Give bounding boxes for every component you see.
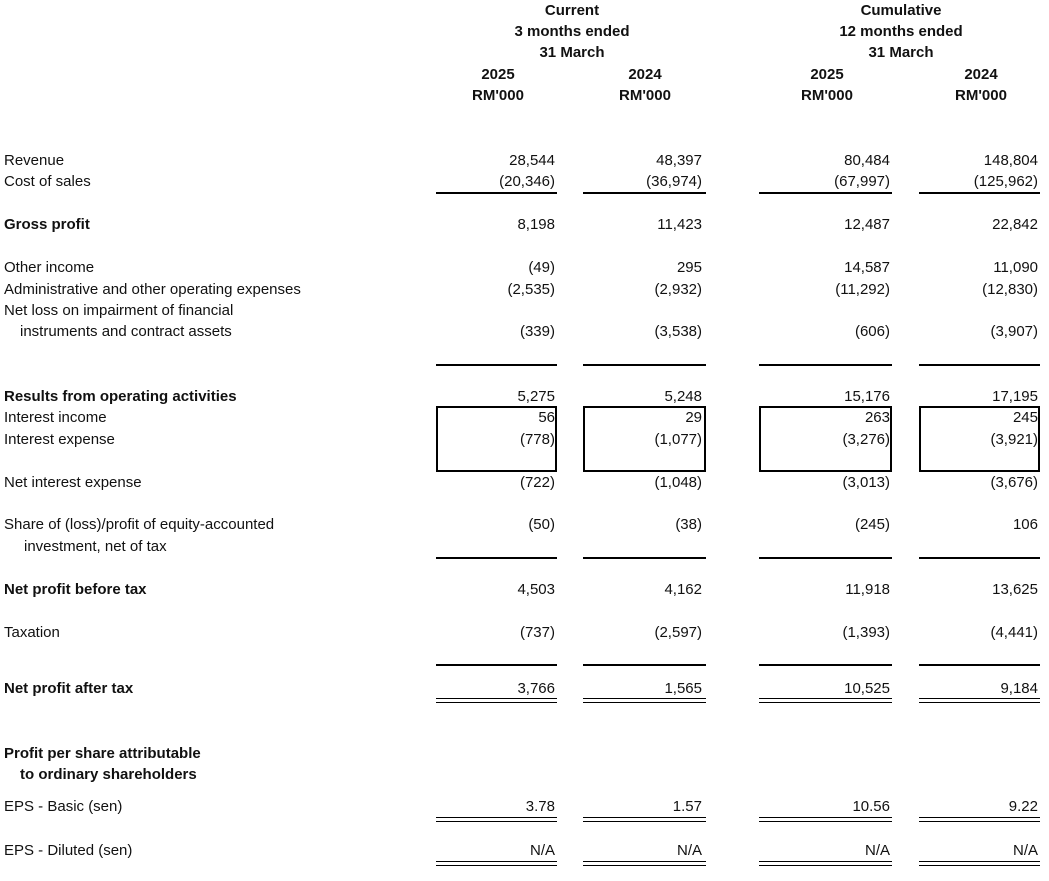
net-interest-value-col-3: (3,013) <box>842 474 890 491</box>
eps-basic-value-col-4: 9.22 <box>1008 798 1038 815</box>
col-1-unit: RM'000 <box>472 87 524 104</box>
gross-profit-value-col-2: 11,423 <box>657 216 702 233</box>
rule-before-tax-col-4 <box>919 557 1040 559</box>
eps-diluted-value-col-4: N/A <box>1012 842 1038 859</box>
rule-cost-of-sales-col-2 <box>583 192 706 194</box>
col-2-unit: RM'000 <box>619 87 671 104</box>
cost-of-sales-value-col-4: (125,962) <box>973 173 1038 190</box>
admin-expenses-label: Administrative and other operating expenses <box>4 281 301 298</box>
eps-basic-value-col-1: 3.78 <box>525 798 555 815</box>
rule-operating-col-1 <box>436 364 557 366</box>
double-rule-after-tax-col-4 <box>919 698 1040 703</box>
rule-before-tax-col-3 <box>759 557 892 559</box>
interest-income-value-col-4: 245 <box>1012 409 1038 426</box>
current-date: 31 March <box>539 44 605 61</box>
double-rule-eps-basic-col-3 <box>759 817 892 822</box>
share-equity-label-line-1: Share of (loss)/profit of equity-accounted <box>4 516 275 533</box>
eps-basic-value-col-2: 1.57 <box>672 798 702 815</box>
profit-after-tax-value-col-4: 9,184 <box>1000 680 1038 697</box>
col-1-year: 2025 <box>481 66 515 83</box>
rule-cost-of-sales-col-3 <box>759 192 892 194</box>
double-rule-eps-basic-col-2 <box>583 817 706 822</box>
share-equity-value-col-1: (50) <box>528 516 555 533</box>
share-equity-label-line-2: investment, net of tax <box>24 538 167 555</box>
current-title: Current <box>544 2 600 19</box>
double-rule-eps-diluted-col-3 <box>759 861 892 866</box>
gross-profit-value-col-1: 8,198 <box>517 216 555 233</box>
double-rule-eps-diluted-col-2 <box>583 861 706 866</box>
double-rule-eps-diluted-col-4 <box>919 861 1040 866</box>
other-income-value-col-3: 14,587 <box>844 259 890 276</box>
cumulative-date: 31 March <box>868 44 934 61</box>
revenue-value-col-4: 148,804 <box>983 152 1038 169</box>
profit-before-tax-value-col-3: 11,918 <box>845 581 890 598</box>
cumulative-period: 12 months ended <box>839 23 963 40</box>
eps-diluted-value-col-3: N/A <box>864 842 890 859</box>
operating-results-value-col-4: 17,195 <box>992 388 1038 405</box>
rule-operating-col-3 <box>759 364 892 366</box>
rule-before-tax-col-1 <box>436 557 557 559</box>
taxation-value-col-4: (4,441) <box>990 624 1038 641</box>
double-rule-after-tax-col-2 <box>583 698 706 703</box>
other-income-label: Other income <box>4 259 95 276</box>
col-4-year: 2024 <box>964 66 998 83</box>
profit-before-tax-value-col-1: 4,503 <box>517 581 555 598</box>
impairment-value-col-3: (606) <box>854 323 890 340</box>
cost-of-sales-value-col-2: (36,974) <box>646 173 702 190</box>
cost-of-sales-value-col-3: (67,997) <box>834 173 890 190</box>
revenue-label: Revenue <box>4 152 65 169</box>
share-equity-value-col-4: 106 <box>1012 516 1038 533</box>
operating-results-value-col-1: 5,275 <box>517 388 555 405</box>
interest-income-value-col-1: 56 <box>538 409 555 426</box>
rule-operating-col-4 <box>919 364 1040 366</box>
gross-profit-label: Gross profit <box>4 216 90 233</box>
col-3-unit: RM'000 <box>801 87 853 104</box>
rule-after-tax-top-col-1 <box>436 664 557 666</box>
impairment-label-line-1: Net loss on impairment of financial <box>4 302 234 319</box>
impairment-value-col-2: (3,538) <box>654 323 702 340</box>
eps-heading-line-1: Profit per share attributable <box>4 745 201 762</box>
net-interest-value-col-2: (1,048) <box>654 474 702 491</box>
cost-of-sales-value-col-1: (20,346) <box>499 173 555 190</box>
interest-expense-label: Interest expense <box>4 431 115 448</box>
profit-before-tax-label: Net profit before tax <box>4 581 147 598</box>
interest-income-value-col-3: 263 <box>864 409 890 426</box>
net-interest-value-col-1: (722) <box>519 474 555 491</box>
interest-expense-value-col-4: (3,921) <box>990 431 1038 448</box>
net-interest-label: Net interest expense <box>4 474 142 491</box>
taxation-value-col-1: (737) <box>519 624 555 641</box>
operating-results-label: Results from operating activities <box>4 388 237 405</box>
gross-profit-value-col-4: 22,842 <box>992 216 1038 233</box>
rule-cost-of-sales-col-1 <box>436 192 557 194</box>
other-income-value-col-4: 11,090 <box>993 259 1038 276</box>
other-income-value-col-1: (49) <box>528 259 555 276</box>
impairment-label-line-2: instruments and contract assets <box>20 323 232 340</box>
double-rule-eps-diluted-col-1 <box>436 861 557 866</box>
col-2-year: 2024 <box>628 66 662 83</box>
profit-after-tax-value-col-1: 3,766 <box>517 680 555 697</box>
interest-income-value-col-2: 29 <box>685 409 702 426</box>
admin-expenses-value-col-4: (12,830) <box>982 281 1038 298</box>
eps-heading-line-2: to ordinary shareholders <box>20 766 197 783</box>
taxation-label: Taxation <box>4 624 60 641</box>
impairment-value-col-4: (3,907) <box>990 323 1038 340</box>
rule-after-tax-top-col-2 <box>583 664 706 666</box>
eps-diluted-value-col-2: N/A <box>676 842 702 859</box>
double-rule-after-tax-col-1 <box>436 698 557 703</box>
interest-box-col-1 <box>436 406 557 472</box>
profit-before-tax-value-col-4: 13,625 <box>992 581 1038 598</box>
rule-after-tax-top-col-4 <box>919 664 1040 666</box>
eps-diluted-value-col-1: N/A <box>529 842 555 859</box>
revenue-value-col-1: 28,544 <box>509 152 555 169</box>
profit-before-tax-value-col-2: 4,162 <box>664 581 702 598</box>
profit-after-tax-value-col-2: 1,565 <box>664 680 702 697</box>
col-4-unit: RM'000 <box>955 87 1007 104</box>
share-equity-value-col-2: (38) <box>675 516 702 533</box>
profit-after-tax-label: Net profit after tax <box>4 680 134 697</box>
eps-basic-value-col-3: 10.56 <box>852 798 890 815</box>
interest-expense-value-col-3: (3,276) <box>842 431 890 448</box>
rule-operating-col-2 <box>583 364 706 366</box>
cumulative-title: Cumulative <box>860 2 942 19</box>
eps-basic-label: EPS - Basic (sen) <box>4 798 123 815</box>
impairment-value-col-1: (339) <box>519 323 555 340</box>
admin-expenses-value-col-3: (11,292) <box>835 281 890 298</box>
rule-after-tax-top-col-3 <box>759 664 892 666</box>
eps-diluted-label: EPS - Diluted (sen) <box>4 842 133 859</box>
double-rule-after-tax-col-3 <box>759 698 892 703</box>
rule-cost-of-sales-col-4 <box>919 192 1040 194</box>
interest-expense-value-col-1: (778) <box>519 431 555 448</box>
admin-expenses-value-col-2: (2,932) <box>654 281 702 298</box>
interest-box-col-2 <box>583 406 706 472</box>
cost-of-sales-label: Cost of sales <box>4 173 91 190</box>
rule-before-tax-col-2 <box>583 557 706 559</box>
operating-results-value-col-2: 5,248 <box>664 388 702 405</box>
operating-results-value-col-3: 15,176 <box>844 388 890 405</box>
revenue-value-col-3: 80,484 <box>844 152 890 169</box>
interest-expense-value-col-2: (1,077) <box>654 431 702 448</box>
double-rule-eps-basic-col-1 <box>436 817 557 822</box>
taxation-value-col-2: (2,597) <box>654 624 702 641</box>
col-3-year: 2025 <box>810 66 844 83</box>
net-interest-value-col-4: (3,676) <box>990 474 1038 491</box>
admin-expenses-value-col-1: (2,535) <box>507 281 555 298</box>
other-income-value-col-2: 295 <box>676 259 702 276</box>
double-rule-eps-basic-col-4 <box>919 817 1040 822</box>
revenue-value-col-2: 48,397 <box>656 152 702 169</box>
share-equity-value-col-3: (245) <box>854 516 890 533</box>
gross-profit-value-col-3: 12,487 <box>844 216 890 233</box>
interest-box-col-3 <box>759 406 892 472</box>
profit-after-tax-value-col-3: 10,525 <box>844 680 890 697</box>
interest-income-label: Interest income <box>4 409 107 426</box>
interest-box-col-4 <box>919 406 1040 472</box>
taxation-value-col-3: (1,393) <box>842 624 890 641</box>
current-period: 3 months ended <box>514 23 630 40</box>
